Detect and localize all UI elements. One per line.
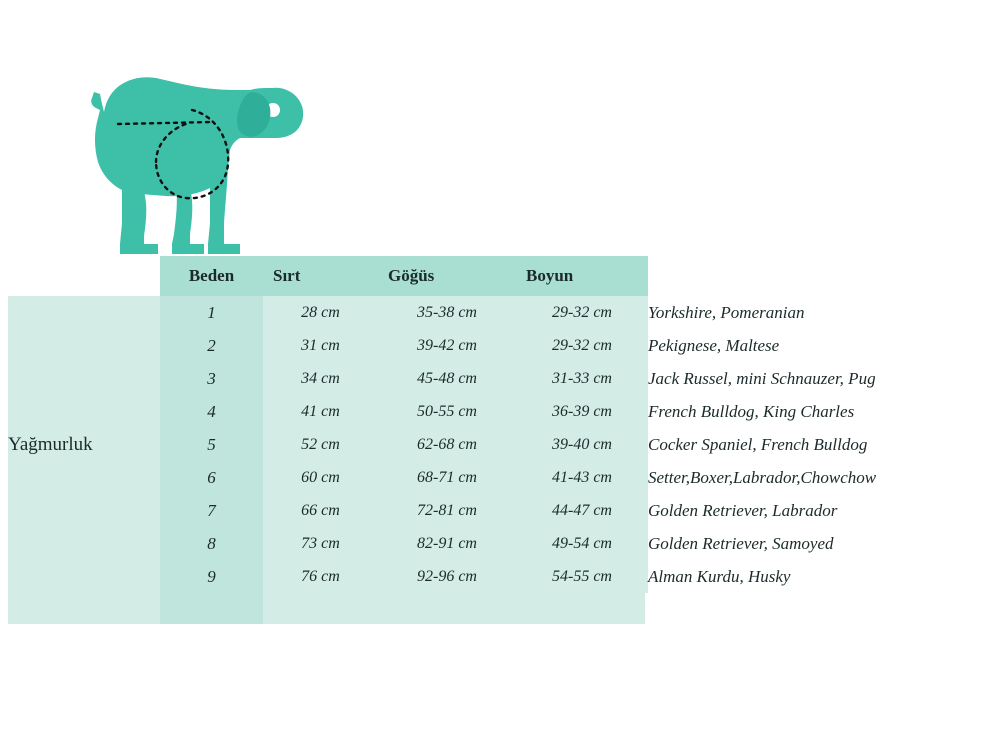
cell-breeds: Golden Retriever, Labrador <box>648 494 993 527</box>
cell-beden: 3 <box>160 362 263 395</box>
cell-beden: 4 <box>160 395 263 428</box>
dog-silhouette-illustration <box>40 48 310 258</box>
header-sirt: Sırt <box>263 256 378 296</box>
cell-boyun: 29-32 cm <box>516 329 648 362</box>
table-header-row <box>8 256 993 296</box>
cell-boyun: 29-32 cm <box>516 296 648 329</box>
cell-beden: 6 <box>160 461 263 494</box>
cell-gogus: 35-38 cm <box>378 296 516 329</box>
table-bottom-fill <box>8 592 645 624</box>
cell-sirt: 31 cm <box>263 329 378 362</box>
cell-sirt: 28 cm <box>263 296 378 329</box>
header-empty <box>8 256 160 296</box>
cell-breeds: Jack Russel, mini Schnauzer, Pug <box>648 362 993 395</box>
header-boyun: Boyun <box>516 256 648 296</box>
cell-breeds: French Bulldog, King Charles <box>648 395 993 428</box>
cell-gogus: 92-96 cm <box>378 560 516 593</box>
header-gogus: Göğüs <box>378 256 516 296</box>
cell-breeds: Pekignese, Maltese <box>648 329 993 362</box>
cell-boyun: 44-47 cm <box>516 494 648 527</box>
cell-gogus: 50-55 cm <box>378 395 516 428</box>
cell-sirt: 60 cm <box>263 461 378 494</box>
header-breeds <box>648 256 993 296</box>
cell-boyun: 41-43 cm <box>516 461 648 494</box>
cell-beden: 1 <box>160 296 263 329</box>
cell-beden: 7 <box>160 494 263 527</box>
size-table-container <box>8 256 993 593</box>
cell-boyun: 54-55 cm <box>516 560 648 593</box>
cell-boyun: 39-40 cm <box>516 428 648 461</box>
cell-sirt: 34 cm <box>263 362 378 395</box>
cell-beden: 9 <box>160 560 263 593</box>
cell-sirt: 73 cm <box>263 527 378 560</box>
size-table <box>8 256 993 593</box>
row-label-yagmurluk: Yağmurluk <box>8 296 160 593</box>
cell-beden: 8 <box>160 527 263 560</box>
cell-breeds: Golden Retriever, Samoyed <box>648 527 993 560</box>
cell-breeds: Yorkshire, Pomeranian <box>648 296 993 329</box>
cell-boyun: 49-54 cm <box>516 527 648 560</box>
cell-gogus: 82-91 cm <box>378 527 516 560</box>
cell-beden: 2 <box>160 329 263 362</box>
cell-gogus: 45-48 cm <box>378 362 516 395</box>
table-bottom-fill-beden <box>160 592 263 624</box>
table-row <box>8 296 993 329</box>
cell-gogus: 72-81 cm <box>378 494 516 527</box>
cell-gogus: 39-42 cm <box>378 329 516 362</box>
cell-sirt: 66 cm <box>263 494 378 527</box>
cell-breeds: Setter,Boxer,Labrador,Chowchow <box>648 461 993 494</box>
cell-sirt: 76 cm <box>263 560 378 593</box>
cell-breeds: Cocker Spaniel, French Bulldog <box>648 428 993 461</box>
dog-body-shape <box>91 77 303 254</box>
cell-gogus: 68-71 cm <box>378 461 516 494</box>
cell-boyun: 31-33 cm <box>516 362 648 395</box>
cell-boyun: 36-39 cm <box>516 395 648 428</box>
cell-gogus: 62-68 cm <box>378 428 516 461</box>
cell-sirt: 41 cm <box>263 395 378 428</box>
cell-breeds: Alman Kurdu, Husky <box>648 560 993 593</box>
cell-sirt: 52 cm <box>263 428 378 461</box>
header-beden: Beden <box>160 256 263 296</box>
cell-beden: 5 <box>160 428 263 461</box>
